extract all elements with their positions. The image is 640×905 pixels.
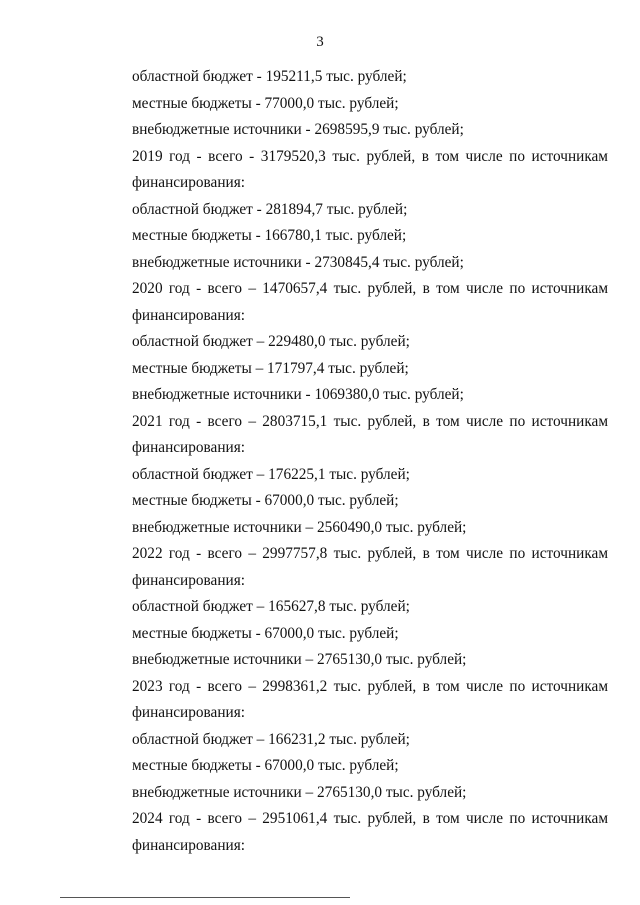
- text-line: местные бюджеты - 166780,1 тыс. рублей;: [132, 227, 407, 244]
- text-line: финансирования:: [132, 439, 246, 456]
- text-line: внебюджетные источники - 2730845,4 тыс. рублей;: [132, 253, 464, 271]
- text-line: финансирования:: [132, 571, 246, 589]
- text-line: финансирования:: [132, 306, 246, 324]
- text-line: 2020 год - всего – 1470657,4 тыс. рублей, в том числе по источникам: [132, 280, 608, 297]
- text-line: финансирования:: [132, 174, 246, 191]
- text-line: областной бюджет – 165627,8 тыс. рублей;: [132, 598, 410, 615]
- text-line: 2021 год - всего – 2803715,1 тыс. рублей, в том числе по источникам: [132, 412, 608, 430]
- text-line: областной бюджет – 229480,0 тыс. рублей;: [132, 333, 410, 350]
- text-line: 2019 год - всего - 3179520,3 тыс. рублей, в том числе по источникам: [132, 147, 608, 165]
- text-line: местные бюджеты - 67000,0 тыс. рублей;: [132, 492, 399, 509]
- text-line: 2022 год - всего – 2997757,8 тыс. рублей, в том числе по источникам: [132, 545, 608, 562]
- text-line: 2023 год - всего – 2998361,2 тыс. рублей, в том числе по источникам: [132, 677, 608, 695]
- text-line: областной бюджет – 176225,1 тыс. рублей;: [132, 465, 410, 483]
- text-line: внебюджетные источники - 2698595,9 тыс. рублей;: [132, 121, 464, 138]
- text-line: местные бюджеты – 171797,4 тыс. рублей;: [132, 359, 409, 377]
- text-line: финансирования:: [132, 704, 246, 721]
- text-line: местные бюджеты - 67000,0 тыс. рублей;: [132, 624, 399, 642]
- text-line: финансирования:: [132, 836, 246, 854]
- text-line: местные бюджеты - 67000,0 тыс. рублей;: [132, 757, 399, 774]
- text-line: внебюджетные источники – 2560490,0 тыс. рублей;: [132, 518, 467, 536]
- text-line: областной бюджет – 166231,2 тыс. рублей;: [132, 730, 410, 748]
- text-line: областной бюджет - 281894,7 тыс. рублей;: [132, 200, 408, 218]
- footer-rule: [60, 897, 350, 898]
- text-line: местные бюджеты - 77000,0 тыс. рублей;: [132, 94, 399, 112]
- text-line: внебюджетные источники – 2765130,0 тыс. рублей;: [132, 651, 467, 668]
- text-line: внебюджетные источники – 2765130,0 тыс. рублей;: [132, 783, 467, 801]
- text-line: областной бюджет - 195211,5 тыс. рублей;: [132, 68, 407, 85]
- text-line: 2024 год - всего – 2951061,4 тыс. рублей, в том числе по источникам: [132, 810, 608, 827]
- document-body: [132, 64, 608, 859]
- page-number: 3: [316, 34, 324, 50]
- text-line: внебюджетные источники - 1069380,0 тыс. рублей;: [132, 386, 464, 403]
